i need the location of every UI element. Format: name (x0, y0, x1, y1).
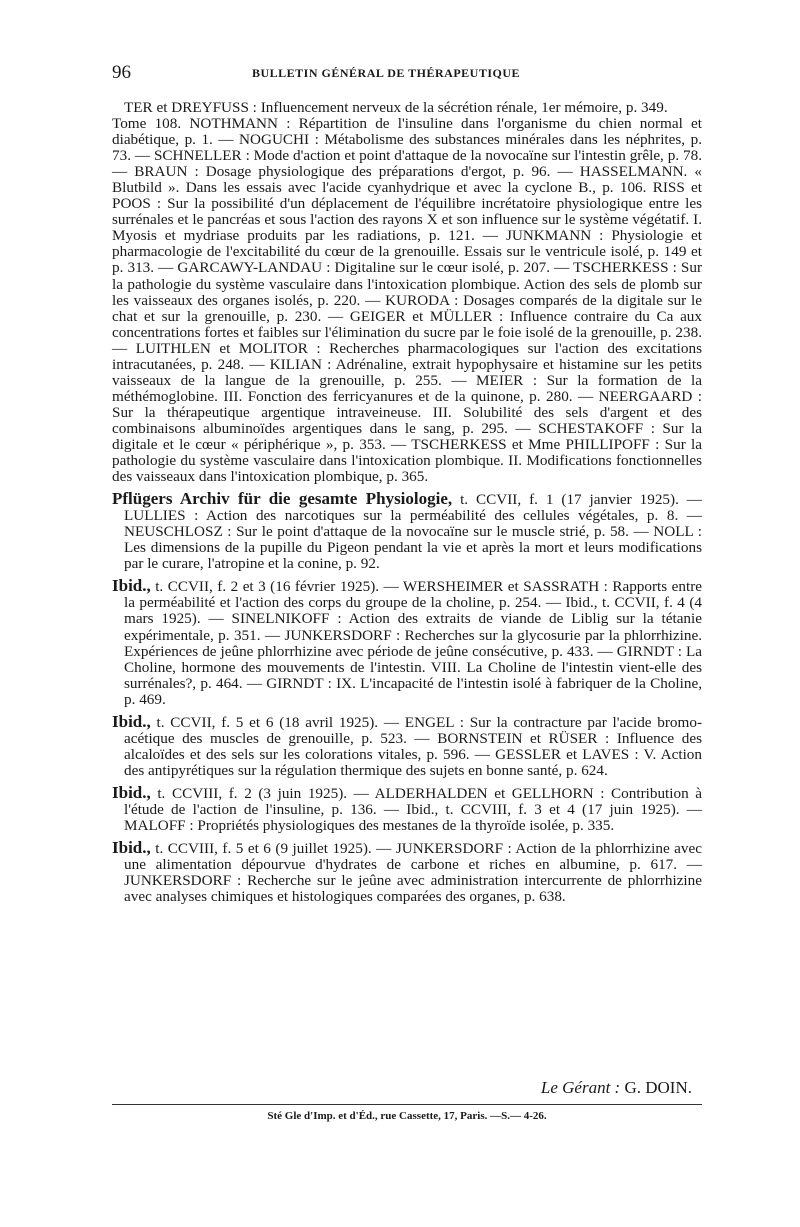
imprint-line: Sté Gle d'Imp. et d'Éd., rue Cassette, 17, Paris. —S.— 4-26. (267, 1110, 547, 1122)
paragraph-ibid-2 (112, 711, 702, 779)
entry-text: t. CCVII, f. 5 et 6 (18 avril 1925). — ENGEL : Sur la contracture par l'acide bromo-acétique des muscles de grenouille, p. 523. — BORNSTEIN et RÜSER : Influence des alcaloïdes et des sels sur les colorations vitales, p. 596. — GESSLER et LAVES : V. Action des antipyrétiques sur la régulation thermique des sujets en bonne santé, p. 624. (124, 713, 702, 779)
paragraph-ibid-4 (112, 840, 702, 905)
paragraph-pflugers (112, 491, 702, 572)
entry-text: t. CCVII, f. 1 (17 janvier 1925). — LULLIES : Action des narcotiques sur la perméabilité des cellules végétales, p. 8. — NEUSCHLOSZ : Sur le point d'attaque de la novocaïne sur le muscle strié, p. 58. — NOLL : Les dimensions de la pupille du Pigeon pendant la vie et après la mort et leurs modifications par le curare, l'atropine et la conine, p. 92. (124, 491, 702, 573)
paragraph-ibid-1 (112, 578, 702, 707)
paragraph-tome-108: Tome 108. NOTHMANN : Répartition de l'insuline dans l'organisme du chien normal et diabétique, p. 1. — NOGUCHI : Métabolisme des substances minérales dans les néphrites, p. 73. — SCHNELLER : Mode d'action et point d'attaque de la novocaïne sur l'intestin grêle, p. 78. — BRAUN : Dosage physiologique des préparations d'ergot, p. 96. — HASSELMANN. « Blutbild ». Dans les essais avec l'acide cyanhydrique et avec la cyclone B., p. 106. RISS et POOS : Sur la possibilité d'un déplacement de l'équilibre incrétatoire physiologique entre les surrénales et le pancréas et sous l'action des rayons X et son influence sur le système végétatif. I. Myosis et mydriase produits par les radiations, p. 121. — JUNKMANN : Physiologie et pharmacologie de l'excitabilité du cœur de la grenouille. Essais sur le ventricule isolé, p. 149 et p. 313. — GARCAWY-LANDAU : Digitaline sur le cœur isolé, p. 207. — TSCHERKESS : Sur la pathologie du système vasculaire dans l'intoxication plombique. Action des sels de plomb sur les vaisseaux des organes isolés, p. 220. — KURODA : Dosages comparés de la digitale sur le chat et sur la grenouille, p. 230. — GEIGER et MÜLLER : Influence contraire du Ca aux concentrations fortes et faibles sur l'élimination du sucre par le foie isolé de la grenouille, p. 238. — LUITHLEN et MOLITOR : Recherches pharmacologiques sur l'action des excitations intracutanées, p. 248. — KILIAN : Adrénaline, extrait hypophysaire et histamine sur les petits vaisseaux de la langue de la grenouille, p. 255. — MEIER : Sur la formation de la méthémoglobine. III. Fonction des ferricyanures et de la quinone, p. 280. — NEERGAARD : Sur la thérapeutique argentique intraveineuse. III. Solubilité des sels d'argent et des combinaisons albuminoïdes argentiques dans le sang, p. 295. — SCHESTAKOFF : Sur la digitale et le cœur « périphérique », p. 353. — TSCHERKESS et Mme PHILLIPOFF : Sur la pathologie du système vasculaire dans l'intoxication plombique. II. Modifications fonctionnelles des vaisseaux dans l'intoxication plombique, p. 365. (112, 115, 702, 486)
page-number: 96 (112, 62, 131, 83)
journal-title: Ibid., (112, 782, 151, 802)
entry-text: t. CCVIII, f. 2 (3 juin 1925). — ALDERHALDEN et GELLHORN : Contribution à l'étude de l'action de l'insuline, p. 136. — Ibid., t. CCVIII, f. 3 et 4 (17 juin 1925). — MALOFF : Propriétés physiologiques des mestanes de la thyroïde isolée, p. 335. (124, 784, 702, 835)
gerant-line (112, 1078, 702, 1098)
journal-title: Ibid., (112, 711, 151, 731)
paragraph-continuation: TER et DREYFUSS : Influencement nerveux de la sécrétion rénale, 1er mémoire, p. 349. (124, 99, 668, 116)
page-header (112, 62, 698, 86)
gerant-name: G. DOIN. (624, 1078, 692, 1097)
entry-text: t. CCVIII, f. 5 et 6 (9 juillet 1925). — JUNKERSDORF : Action de la phlorrhizine avec une alimentation dépourvue d'hydrates de carbone et riches en albumine, p. 617. — JUNKERSDORF : Recherche sur le jeûne avec administration intercurrente de phlorrhizine avec analyses chimiques et histologiques comparées des organes, p. 638. (124, 840, 702, 906)
gerant-label: Le Gérant : (540, 1078, 621, 1097)
page-footer (112, 1078, 702, 1122)
journal-title: Ibid., (112, 576, 151, 596)
body-text (112, 100, 702, 905)
paragraph-ibid-3 (112, 782, 702, 835)
journal-title: Ibid., (112, 838, 151, 858)
footer-rule (112, 1104, 702, 1105)
journal-title: Pflügers Archiv für die gesamte Physiologie, (112, 489, 453, 509)
running-title: BULLETIN GÉNÉRAL DE THÉRAPEUTIQUE (252, 66, 521, 80)
entry-text: t. CCVII, f. 2 et 3 (16 février 1925). — WERSHEIMER et SASSRATH : Rapports entre la perméabilité et l'action des corps du groupe de la choline, p. 254. — Ibid., t. CCVII, f. 4 (4 mars 1925). — SINELNIKOFF : Action des extraits de viande de Liblig sur la tétanie expérimentale, p. 351. — JUNKERSDORF : Recherches sur la glycosurie par la phlorrhizine. Expériences de jeûne phlorrhizine avec période de jeûne consécutive, p. 433. — GIRNDT : La Choline, hormone des mouvements de l'intestin. VIII. La Choline de l'intestin vient-elle des surrénales?, p. 464. — GIRNDT : IX. L'incapacité de l'intestin isolé à fabriquer de la Choline, p. 469. (124, 578, 702, 708)
